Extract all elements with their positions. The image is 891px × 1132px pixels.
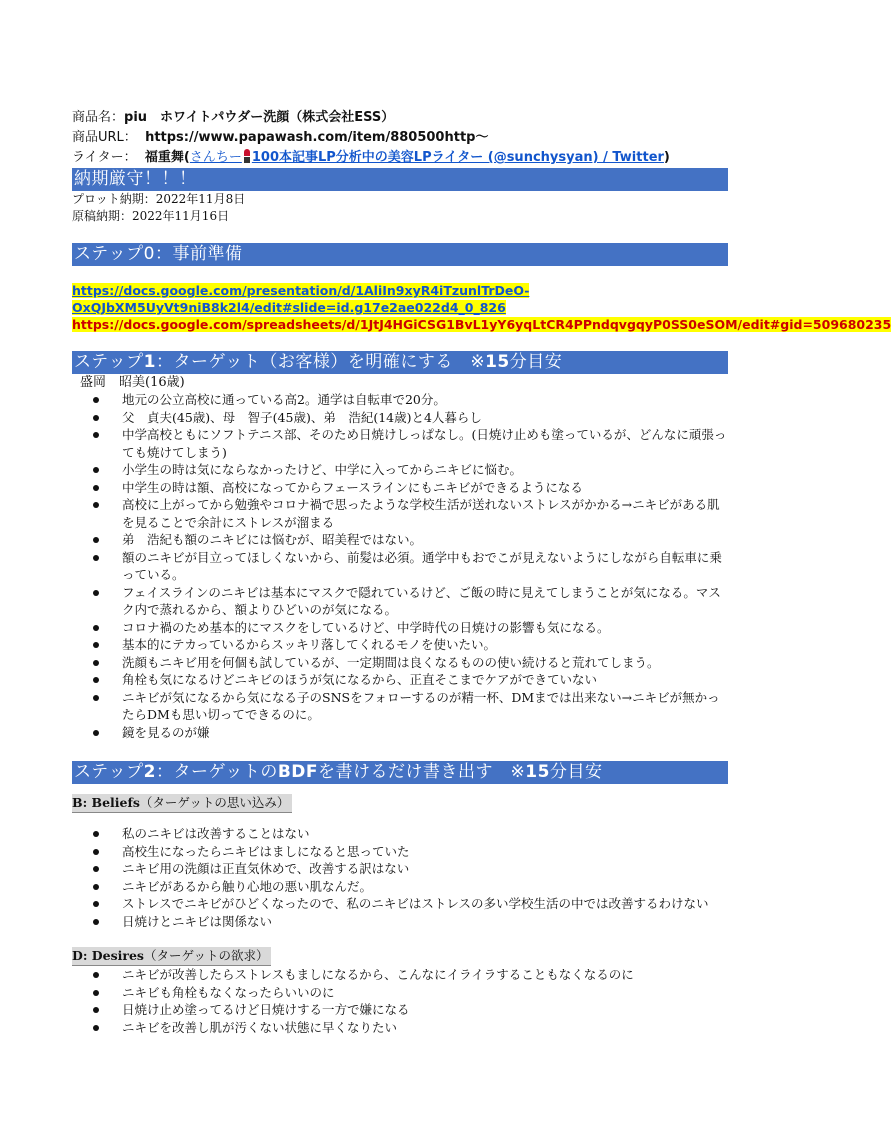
product-url-value: https://www.papawash.com/item/880500http～ — [145, 130, 489, 145]
target-profile-item: 洗顔もニキビ用を何個も試しているが、一定期間は良くなるものの使い続けると荒れてしまう。 — [122, 654, 728, 672]
step2-banner-mid2: を書けるだけ書き出す ※ — [318, 762, 526, 782]
target-profile-item: 中学生の時は額、高校になってからフェースラインにもニキビができるようになる — [122, 479, 728, 497]
step1-banner-num: 1 — [143, 352, 157, 372]
step2-banner — [72, 761, 728, 784]
writer-name: 福重舞( — [144, 150, 190, 165]
beliefs-list — [72, 825, 728, 930]
product-url-line — [72, 128, 728, 148]
step2-banner-post: 分目安 — [549, 762, 603, 782]
desire-item: ニキビが改善したらストレスもましになるから、こんなにイライラすることもなくなるのに — [122, 966, 728, 984]
desire-item: ニキビも角栓もなくなったらいいのに — [122, 984, 728, 1002]
step1-banner — [72, 351, 728, 374]
step1-banner-mid: ：ターゲット（お客様）を明確にする ※ — [156, 352, 486, 372]
product-name-label: 商品名： — [72, 110, 125, 125]
target-profile-item: 弟 浩紀も額のニキビには悩むが、昭美程ではない。 — [122, 531, 728, 549]
step1-banner-minutes: 15 — [485, 352, 510, 372]
target-profile-item: フェイスラインのニキビは基本にマスクで隠れているけど、ご飯の時に見えてしまうことが気になる。マスク内で蒸れるから、額よりひどいのが気になる。 — [122, 584, 728, 619]
belief-item: ストレスでニキビがひどくなったので、私のニキビはストレスの多い学校生活の中では改善するわけない — [122, 895, 728, 913]
step0-banner: ステップ0：事前準備 — [72, 243, 728, 266]
step2-banner-minutes: 15 — [525, 762, 550, 782]
presentation-link[interactable] — [72, 282, 728, 316]
step1-banner-post: 分目安 — [509, 352, 563, 372]
draft-deadline: 原稿納期：2022年11月16日 — [72, 209, 230, 223]
belief-item: ニキビがあるから触り心地の悪い肌なんだ。 — [122, 878, 728, 896]
desires-heading — [72, 947, 271, 966]
step2-banner-mid: ：ターゲットの — [156, 762, 278, 782]
product-url-label: 商品URL： — [72, 130, 137, 145]
belief-item: 高校生になったらニキビはましになると思っていた — [122, 843, 728, 861]
belief-item: 私のニキビは改善することはない — [122, 825, 728, 843]
desire-item: ニキビを改善し肌が汚くない状態に早くなりたい — [122, 1019, 728, 1037]
target-profile-item: ニキビが気になるから気になる子のSNSをフォローするのが精一杯、DMまでは出来ない→ニキビが無かったらDMも思い切ってできるのに。 — [122, 689, 728, 724]
writer-label: ライター： — [72, 150, 137, 165]
beliefs-heading — [72, 794, 292, 813]
lipstick-icon — [243, 149, 251, 163]
writer-line — [72, 148, 728, 168]
target-person-name: 盛岡 昭美(16歳) — [80, 375, 185, 390]
desires-heading-key: D: Desires — [72, 948, 144, 963]
target-profile-item: 父 貞夫(45歳)、母 智子(45歳)、弟 浩紀(14歳)と4人暮らし — [122, 409, 728, 427]
spreadsheet-link-text[interactable]: https://docs.google.com/spreadsheets/d/1JtJ4HGiCSG1BvL1yY6yqLtCR4PPndqvgqyP0SS0eSOM/edit#gid=509680235 — [72, 317, 891, 332]
beliefs-heading-key: B: Beliefs — [72, 795, 140, 810]
desires-list — [72, 966, 728, 1036]
document-content — [72, 108, 891, 1036]
target-profile-item: 角栓も気になるけどニキビのほうが気になるから、正直そこまでケアができていない — [122, 671, 728, 689]
writer-close-paren: ) — [663, 150, 670, 165]
step1-banner-pre: ステップ — [74, 352, 144, 372]
target-profile-item: コロナ禍のため基本的にマスクをしているけど、中学時代の日焼けの影響も気になる。 — [122, 619, 728, 637]
target-profile-item: 額のニキビが目立ってほしくないから、前髪は必須。通学中もおでこが見えないようにしながら自転車に乗っている。 — [122, 549, 728, 584]
target-profile-item: 中学高校ともにソフトテニス部、そのため日焼けしっぱなし。(日焼け止めも塗っているが、どんなに頑張っても焼けてしまう) — [122, 427, 727, 460]
step2-banner-num: 2 — [143, 762, 157, 782]
target-profile-item: 鏡を見るのが嫌 — [122, 724, 728, 742]
target-profile-item: 高校に上がってから勉強やコロナ禍で思ったような学校生活が送れないストレスがかかる→ニキビがある肌を見ることで余計にストレスが溜まる — [122, 496, 728, 531]
product-name-line — [72, 108, 728, 128]
product-name-value: piu ホワイトパウダー洗顔（株式会社ESS） — [124, 110, 395, 125]
writer-twitter-link-part1[interactable]: さんちー — [189, 150, 242, 165]
step2-banner-pre: ステップ — [74, 762, 144, 782]
beliefs-heading-note: （ターゲットの思い込み） — [139, 795, 290, 810]
step2-banner-bdf: BDF — [277, 762, 319, 782]
desires-heading-note: （ターゲットの欲求） — [143, 948, 269, 963]
target-profile-item: 地元の公立高校に通っている高2。通学は自転車で20分。 — [122, 391, 728, 409]
target-profile-list — [72, 391, 728, 741]
writer-twitter-link-part2[interactable]: 100本記事LP分析中の美容LPライター (@sunchysyan) / Twitter — [251, 150, 664, 165]
spreadsheet-link[interactable] — [72, 316, 891, 333]
presentation-link-text[interactable]: https://docs.google.com/presentation/d/1AliIn9xyR4iTzunlTrDeO-OxQJbXM5UyVt9niB8k2l4/edit#slide=id.g17e2ae022d4_0_826 — [72, 283, 530, 315]
target-profile-item: 基本的にテカっているからスッキリ落してくれるモノを使いたい。 — [122, 636, 728, 654]
deadline-banner: 納期厳守！！！ — [72, 168, 728, 191]
target-profile-item: 小学生の時は気にならなかったけど、中学に入ってからニキビに悩む。 — [122, 461, 728, 479]
desire-item: 日焼け止め塗ってるけど日焼けする一方で嫌になる — [122, 1001, 728, 1019]
belief-item: 日焼けとニキビは関係ない — [122, 913, 728, 931]
plot-deadline: プロット納期：2022年11月8日 — [72, 192, 246, 206]
belief-item: ニキビ用の洗顔は正直気休めで、改善する訳はない — [122, 860, 728, 878]
